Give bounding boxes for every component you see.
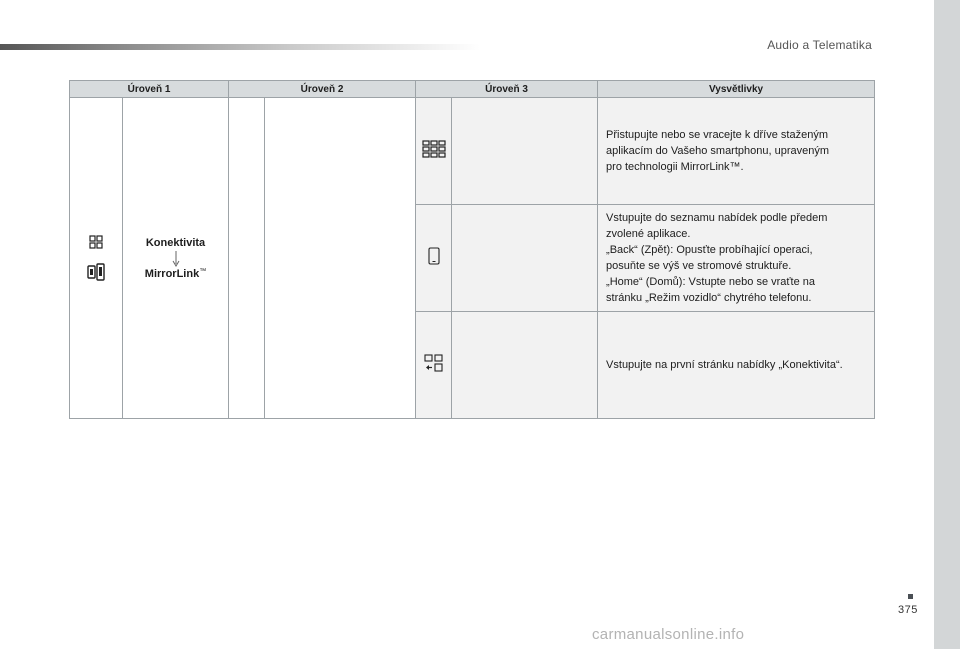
description-line: posuňte se výš ve stromové struktuře. [606, 260, 792, 272]
level3-label-cell [452, 205, 598, 312]
description-line: aplikacím do Vašeho smartphonu, upraveným [606, 145, 830, 157]
trademark-sign: ™ [199, 267, 207, 275]
page-number: 375 [898, 604, 918, 616]
level1-icon-cell [70, 98, 123, 419]
arrow-down-icon [172, 251, 180, 267]
page-marker [908, 594, 913, 599]
level3-icon-cell [416, 205, 452, 312]
description-cell [598, 98, 875, 205]
watermark: carmanualsonline.info [592, 626, 745, 643]
description-line: pro technologii MirrorLink™. [606, 161, 744, 173]
description-line: Vstupujte na první stránku nabídky „Konektivita“. [606, 359, 843, 371]
connectivity-back-icon [424, 354, 444, 372]
level3-label-cell [452, 312, 598, 419]
description-line: stránku „Režim vozidlo“ chytrého telefonu. [606, 292, 812, 304]
grid-menu-icon [89, 235, 103, 249]
connectivity-label: Konektivita [145, 236, 206, 249]
column-header-level2: Úroveň 2 [229, 81, 416, 98]
description-line: „Home“ (Domů): Vstupte nebo se vraťte na [606, 276, 815, 288]
level3-label-cell [452, 98, 598, 205]
description-cell [598, 205, 875, 312]
mirrorlink-label: MirrorLink [144, 267, 200, 280]
level3-icon-cell [416, 98, 452, 205]
level3-icon-cell [416, 312, 452, 419]
description-line: „Back“ (Zpět): Opusťte probíhající operaci, [606, 244, 813, 256]
mirrorlink-icon [87, 263, 105, 281]
section-title: Audio a Telematika [767, 38, 872, 52]
column-header-explanation: Vysvětlivky [598, 81, 875, 98]
side-strip [934, 0, 960, 649]
grid-apps-icon [422, 140, 446, 158]
menu-table [69, 80, 875, 419]
column-header-level3: Úroveň 3 [416, 81, 598, 98]
description-line: Vstupujte do seznamu nabídek podle předem [606, 212, 828, 224]
column-header-level1: Úroveň 1 [70, 81, 229, 98]
description-cell [598, 312, 875, 419]
description-line: Přistupujte nebo se vracejte k dříve staženým [606, 129, 828, 141]
level2-label-cell [265, 98, 416, 419]
level2-icon-cell [229, 98, 265, 419]
menu-table-container [69, 80, 874, 419]
smartphone-icon [428, 247, 440, 265]
table-row [70, 98, 875, 205]
header-gradient-bar [0, 44, 480, 50]
description-line: zvolené aplikace. [606, 228, 691, 240]
level1-label-cell [123, 98, 229, 419]
